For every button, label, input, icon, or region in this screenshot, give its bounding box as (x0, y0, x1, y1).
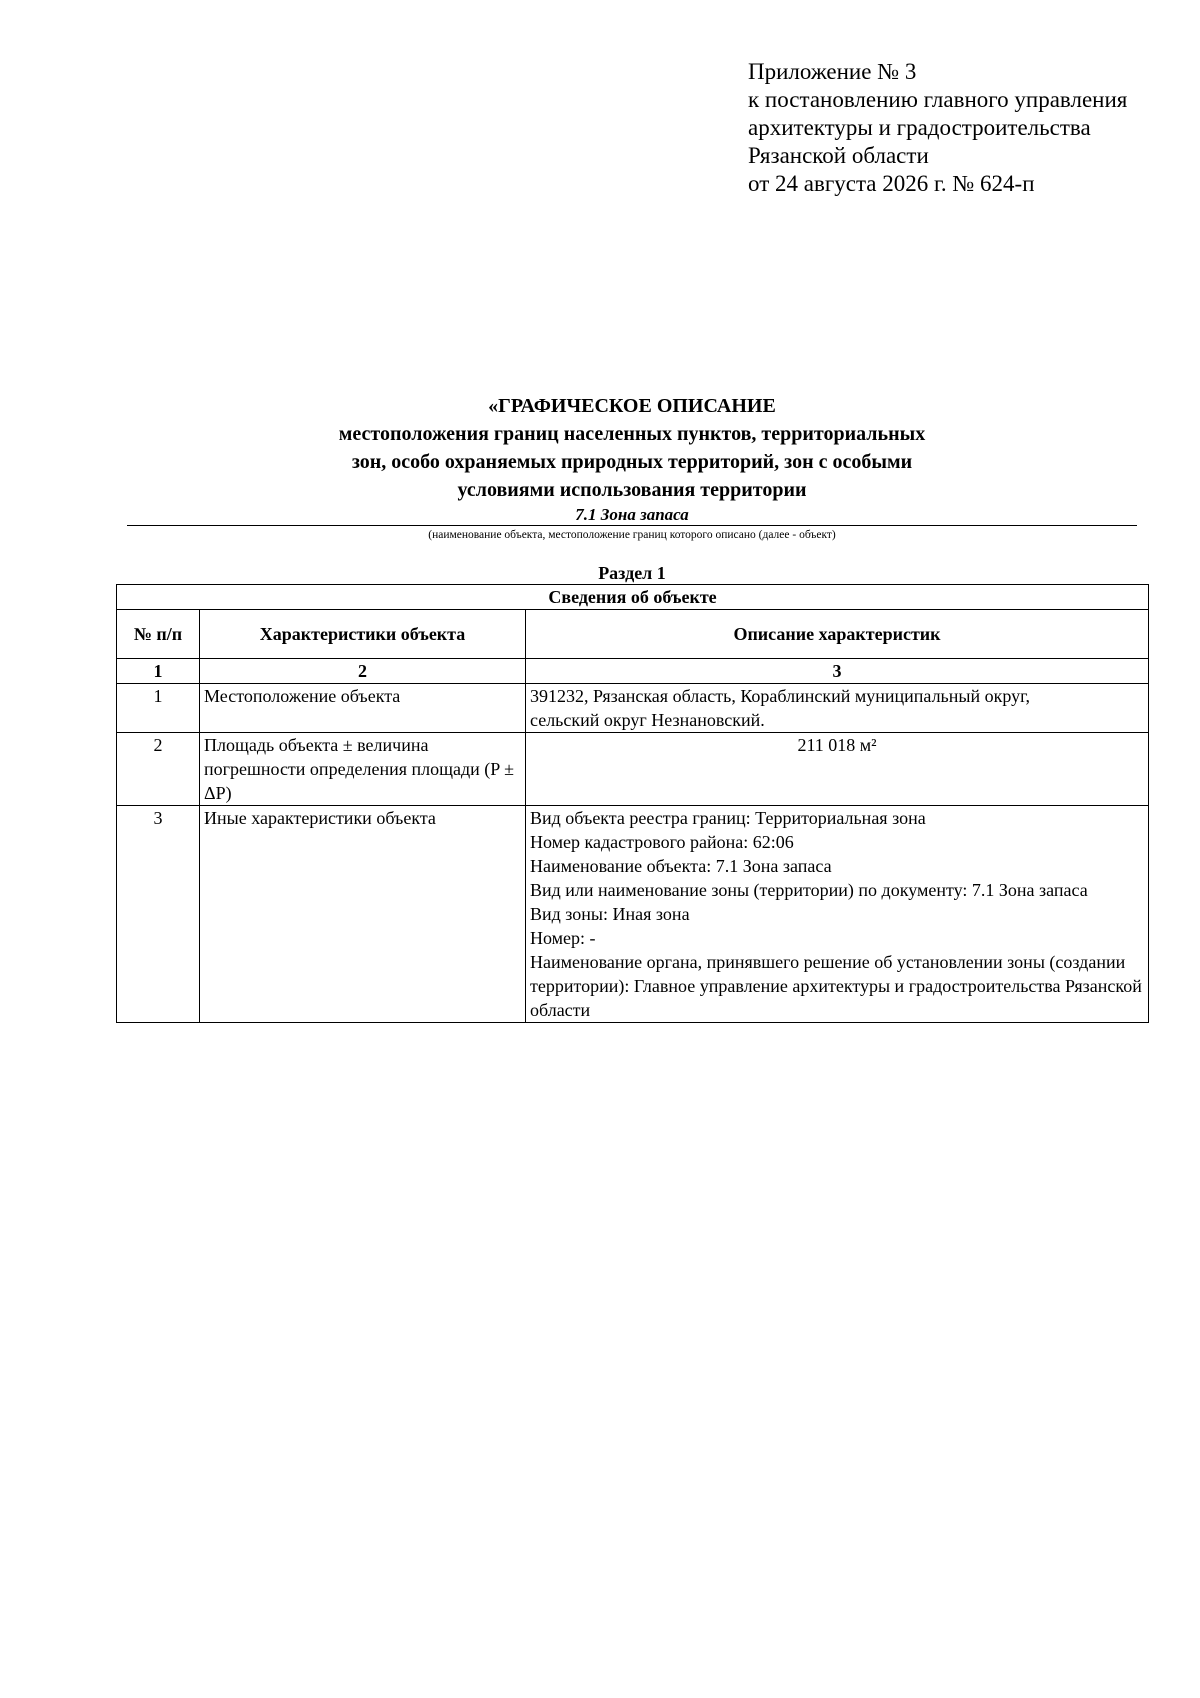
description-line: Вид или наименование зоны (территории) по документу: 7.1 Зона запаса (530, 880, 1088, 900)
description-line: Наименование объекта: 7.1 Зона запаса (530, 856, 832, 876)
section-title: Раздел 1 (598, 563, 666, 583)
table-caption: Сведения об объекте (117, 585, 1149, 610)
row-characteristic: Площадь объекта ± величина погрешности определения площади (P ± ΔP) (200, 733, 526, 806)
appendix-header (748, 58, 1127, 198)
table-row (117, 806, 1149, 1023)
header-num-label: № п/п (133, 624, 183, 644)
document-subtitle-line: местоположения границ населенных пунктов, территориальных (338, 423, 926, 445)
row-number: 3 (117, 806, 200, 1023)
appendix-line: Рязанской области (748, 143, 929, 168)
appendix-line: архитектуры и градостроительства (748, 115, 1091, 140)
table-row (117, 684, 1149, 733)
description-line: Наименование органа, принявшего решение об установлении зоны (создании территории): Главное управление архитектуры и градостроительства Рязанской области (530, 952, 1142, 1020)
description-line: сельский округ Незнановский. (530, 710, 765, 730)
table-header-row (117, 610, 1149, 659)
table-caption-row (117, 585, 1149, 610)
appendix-line: от 24 августа 2026 г. № 624-п (748, 171, 1035, 196)
appendix-line: к постановлению главного управления (748, 87, 1128, 112)
document-title: «ГРАФИЧЕСКОЕ ОПИСАНИЕ (488, 395, 776, 417)
table-row (117, 733, 1149, 806)
object-name-caption: (наименование объекта, местоположение границ которого описано (далее - объект) (428, 529, 836, 541)
appendix-line: Приложение № 3 (748, 59, 917, 84)
column-number: 2 (200, 659, 526, 684)
header-description: Описание характеристик (526, 610, 1149, 659)
row-characteristic: Местоположение объекта (200, 684, 526, 733)
row-description: 211 018 м² (526, 733, 1149, 806)
column-number: 3 (526, 659, 1149, 684)
row-number: 1 (117, 684, 200, 733)
object-name: 7.1 Зона запаса (575, 505, 689, 524)
document-title-block (127, 392, 1137, 526)
row-characteristic: Иные характеристики объекта (200, 806, 526, 1023)
object-info-table (116, 584, 1149, 1023)
row-description (526, 806, 1149, 1023)
object-name-underline (127, 525, 1137, 526)
column-number: 1 (117, 659, 200, 684)
description-line: Номер кадастрового района: 62:06 (530, 832, 794, 852)
document-subtitle-line: условиями использования территории (457, 479, 807, 501)
description-line: 391232, Рязанская область, Кораблинский муниципальный округ, (530, 686, 1030, 706)
column-number-row (117, 659, 1149, 684)
description-line: Вид зоны: Иная зона (530, 904, 690, 924)
row-description (526, 684, 1149, 733)
document-subtitle-line: зон, особо охраняемых природных территорий, зон с особыми (351, 451, 913, 473)
header-characteristics: Характеристики объекта (200, 610, 526, 659)
header-num (117, 610, 200, 659)
row-number: 2 (117, 733, 200, 806)
description-line: Номер: - (530, 928, 596, 948)
description-line: Вид объекта реестра границ: Территориальная зона (530, 808, 926, 828)
